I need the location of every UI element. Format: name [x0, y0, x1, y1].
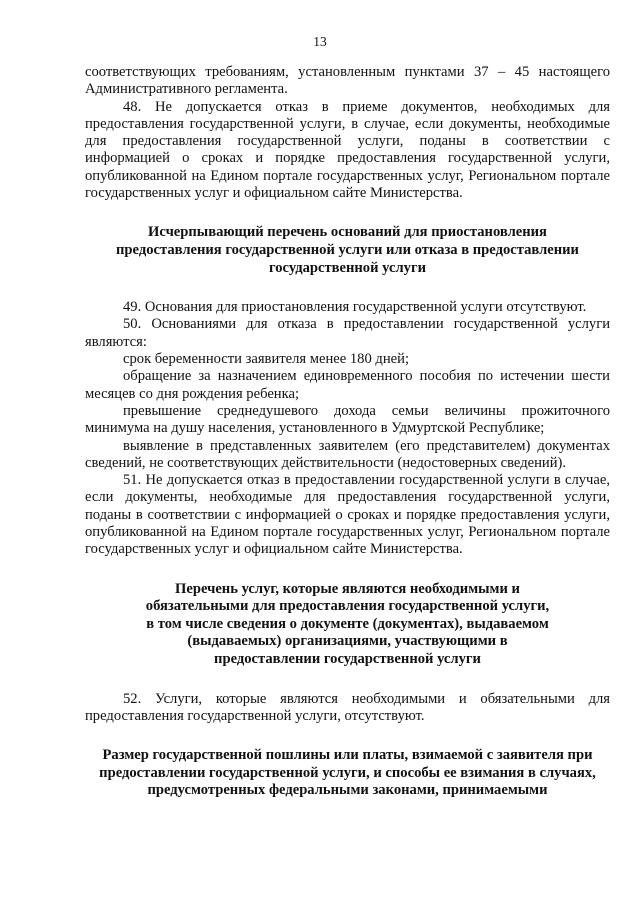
refusal-ground-3: превышение среднедушевого дохода семьи величины прожиточного минимума на душу населения, установленного в Удмуртской Республике; — [85, 402, 610, 437]
paragraph-52: 52. Услуги, которые являются необходимыми и обязательными для предоставления государственной услуги, отсутствуют. — [85, 690, 610, 724]
paragraph-50: 50. Основаниями для отказа в предоставлении государственной услуги являются: — [85, 316, 610, 350]
paragraph-continuation: соответствующих требованиям, установленным пунктами 37 – 45 настоящего Административного регламента. — [85, 64, 610, 98]
refusal-ground-2: обращение за назначением единовременного пособия по истечении шести месяцев со дня рождения ребенка; — [85, 368, 610, 402]
refusal-ground-1: срок беременности заявителя менее 180 дней; — [123, 351, 409, 368]
refusal-ground-4: выявление в представленных заявителем (его представителем) документах сведений, не соответствующих действительности (недостоверных сведений). — [85, 437, 610, 471]
page-number: 13 — [313, 34, 327, 49]
section-heading-grounds-for-refusal: Исчерпывающий перечень оснований для приостановления предоставления государственной услуги или отказа в предоставлении государственной услуги — [116, 224, 579, 276]
document-body — [85, 64, 610, 800]
paragraph-49: 49. Основания для приостановления государственной услуги отсутствуют. — [123, 299, 587, 316]
paragraph-48: 48. Не допускается отказ в приеме документов, необходимых для предоставления государственной услуги, в случае, если документы, необходимые для предоставления государственной услуги, поданы в соответствии с информацией о сроках и порядке предоставления государственной услуги, опубликованной на Едином портале государственных услуг, Региональном портале государственных услуг и официальном сайте Министерства. — [85, 98, 610, 202]
paragraph-51: 51. Не допускается отказ в предоставлении государственной услуги в случае, если документы, необходимые для предоставления государственной услуги, поданы в соответствии с информацией о сроках и порядке предоставления услуги, опубликованной на Едином портале государственных услуг, Региональном портале государственных услуг и официальном сайте Министерства. — [85, 472, 610, 558]
section-heading-necessary-services: Перечень услуг, которые являются необходимыми и обязательными для предоставления государственной услуги, в том числе сведения о документе (документах), выдаваемом (выдаваемых) организациями, участвующими в предоставлении государственной услуги — [145, 580, 550, 667]
section-heading-state-fee: Размер государственной пошлины или платы, взимаемой с заявителя при предоставлении государственной услуги, и способы ее взимания в случаях, предусмотренных федеральными законами, принимаемыми — [99, 747, 596, 799]
